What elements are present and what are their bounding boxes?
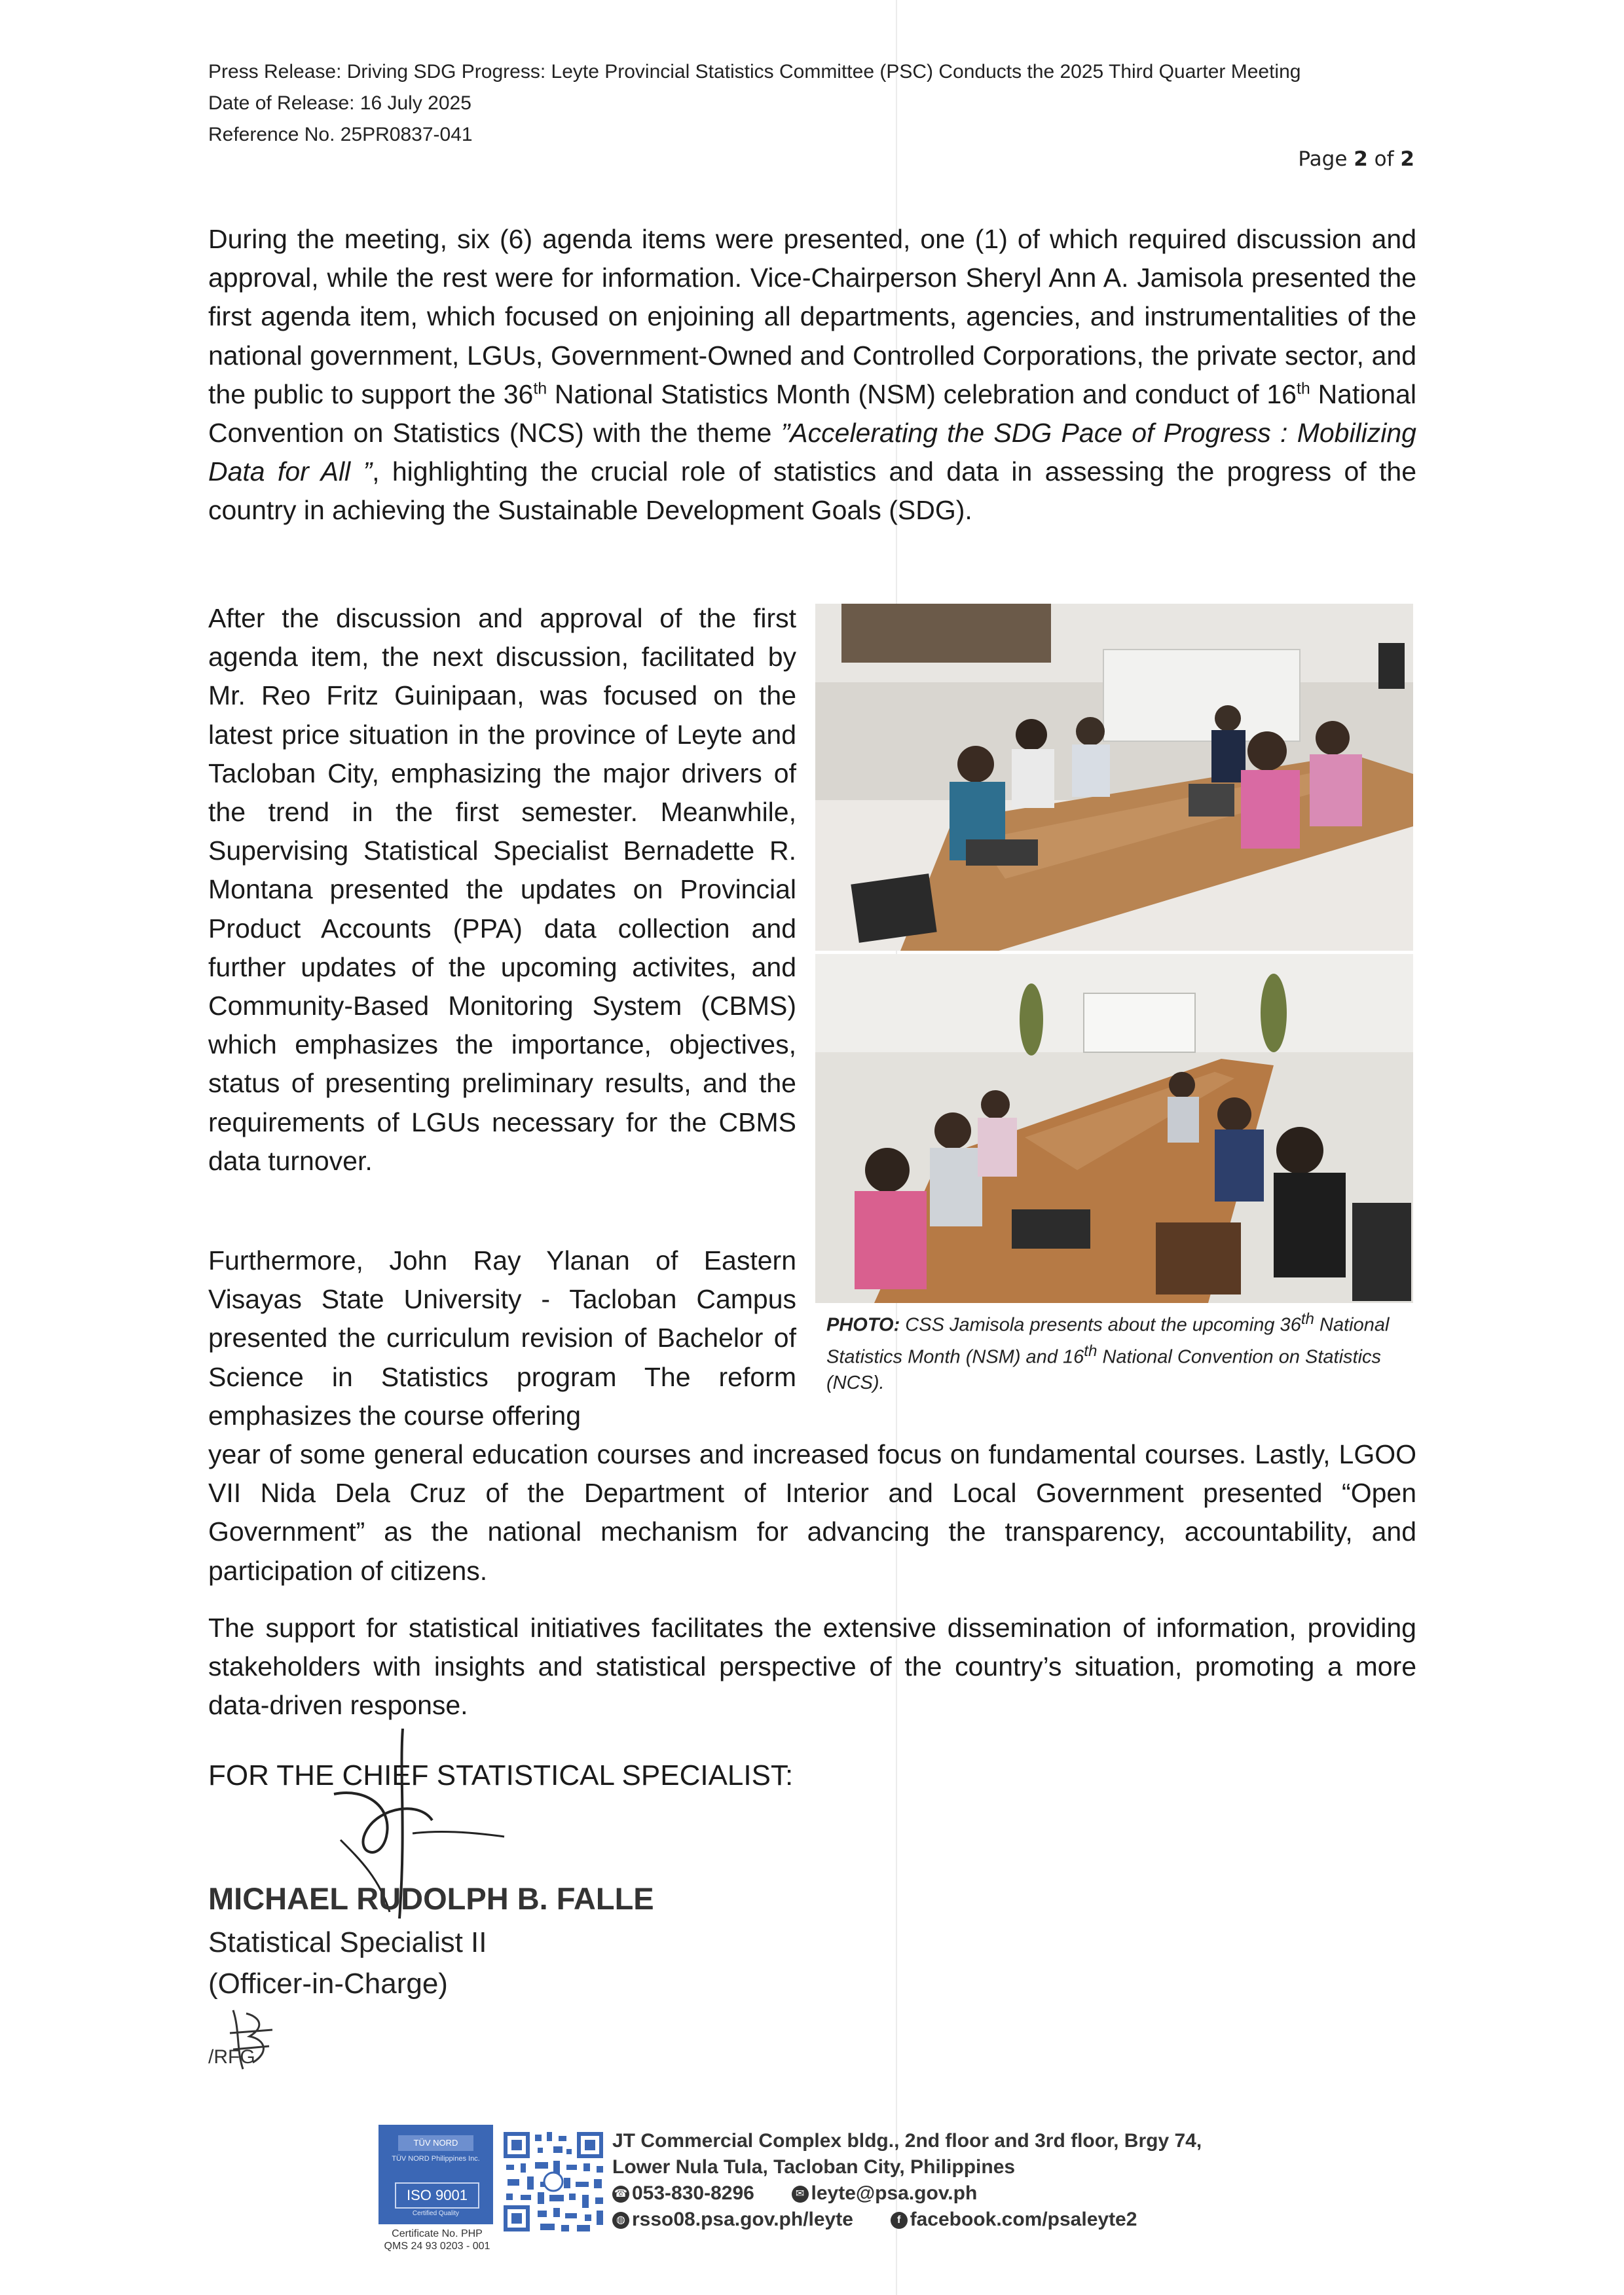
- globe-icon: ◍: [612, 2212, 629, 2229]
- text-run: National Convention on Statistics (NCS).: [826, 1346, 1382, 1394]
- superscript: th: [533, 379, 547, 398]
- text-run: National Convention on Statistics (NCS) with the theme: [208, 378, 1417, 449]
- phone-number: 053-830-8296: [632, 2182, 754, 2204]
- closing-line: FOR THE CHIEF STATISTICAL SPECIALIST:: [208, 1759, 794, 1791]
- press-release-header: [208, 56, 1301, 151]
- header-title: Press Release: Driving SDG Progress: Leyte Provincial Statistics Committee (PSC) Conducts the 2025 Third Quarter Meeting: [208, 61, 1301, 83]
- text-run: National Statistics Month (NSM) celebration and conduct of 16: [547, 378, 1297, 409]
- iso-certification-badge: [378, 2125, 493, 2224]
- meeting-photo-top: [815, 604, 1413, 951]
- paragraph-discussion: After the discussion and approval of the first agenda item, the next discussion, facilitated by Mr. Reo Fritz Guinipaan, was focused on the latest price situation in the province of Leyte and Tacloban City, emphasizing the major drivers of the trend in the first semester. Meanwhile, Supervising Statistical Specialist Bernadette R. Montana presented the updates on Provincial Product Accounts (PPA) data collection and further updates of the upcoming activites, and Community-Based Monitoring System (CBMS) which emphasizes the importance, objectives, status of presenting preliminary results, and the requirements of LGUs necessary for the CBMS data turnover.: [208, 603, 796, 1176]
- theme-text: ”Accelerating the SDG Pace of Progress : Mobilizing Data for All ”: [208, 418, 1416, 487]
- text-run: , highlighting the crucial role of statistics and data in assessing the progress of the country in achieving the Sustainable Development Goals (SDG).: [208, 456, 1417, 526]
- certificate-number: [377, 2228, 498, 2252]
- email-link[interactable]: leyte@psa.gov.ph: [811, 2182, 978, 2204]
- text-run: CSS Jamisola presents about the upcoming 36: [900, 1314, 1301, 1336]
- meeting-photo-bottom: [815, 954, 1413, 1303]
- facebook-link[interactable]: facebook.com/psaleyte2: [910, 2209, 1137, 2230]
- superscript: th: [1301, 1310, 1314, 1328]
- signatory-name: MICHAEL RUDOLPH B. FALLE: [208, 1881, 654, 1916]
- iso-brand: TÜV NORD: [398, 2135, 473, 2151]
- release-date: Date of Release: 16 July 2025: [208, 92, 471, 114]
- superscript: th: [1296, 379, 1310, 398]
- iso-subtext: TÜV NORD Philippines Inc.: [392, 2155, 480, 2163]
- page-prefix: Page: [1298, 147, 1354, 171]
- website-link[interactable]: rsso08.psa.gov.ph/leyte: [632, 2209, 853, 2230]
- paragraph-agenda: [208, 220, 1416, 530]
- text-run: National Statistics Month (NSM) and 16: [826, 1314, 1390, 1368]
- meeting-photos: [815, 604, 1413, 1303]
- cert-line-1: Certificate No. PHP: [392, 2228, 483, 2239]
- text-run: During the meeting, six (6) agenda items were presented, one (1) of which required discussion and approval, while the rest were for information. Vice-Chairperson Sheryl Ann A. Jamisola presented the first agenda item, which focused on enjoining all departments, agencies, and instrumentalities of the national government, LGUs, Government-Owned and Controlled Corporations, the private sector, and the public to support the 36: [208, 224, 1416, 409]
- phone-icon: ☎: [612, 2186, 629, 2203]
- superscript: th: [1084, 1342, 1098, 1360]
- signatory-role: (Officer-in-Charge): [208, 1968, 448, 2000]
- page-current: 2: [1354, 147, 1368, 171]
- facebook-icon: f: [891, 2212, 908, 2229]
- address-line-1: JT Commercial Complex bldg., 2nd floor and 3rd floor, Brgy 74,: [612, 2130, 1202, 2152]
- signatory-title: Statistical Specialist II: [208, 1926, 487, 1958]
- contact-info: [612, 2128, 1202, 2233]
- phone-email-line: [612, 2180, 1202, 2207]
- page-total: 2: [1400, 147, 1414, 171]
- qr-code-icon: [501, 2129, 606, 2234]
- page-number: [1283, 147, 1414, 171]
- paragraph-curriculum: Furthermore, John Ray Ylanan of Eastern Visayas State University - Tacloban Campus presented the curriculum revision of Bachelor of Science in Statistics program The reform emphasizes the course offering: [208, 1245, 796, 1431]
- iso-label: ISO 9001: [395, 2182, 479, 2209]
- paragraph-support: The support for statistical initiatives facilitates the extensive dissemination of information, providing stakeholders with insights and statistical perspective of the country’s situation, promoting a more data-driven response.: [208, 1613, 1416, 1721]
- typist-initials: /RFG: [208, 2046, 255, 2068]
- address-line-2: Lower Nula Tula, Tacloban City, Philippines: [612, 2156, 1016, 2178]
- web-line: [612, 2207, 1202, 2233]
- photo-caption: [826, 1306, 1416, 1396]
- reference-number: Reference No. 25PR0837-041: [208, 124, 473, 145]
- iso-bottom-text: Certified Quality: [412, 2210, 460, 2217]
- caption-label: PHOTO:: [826, 1314, 900, 1336]
- cert-line-2: QMS 24 93 0203 - 001: [384, 2241, 490, 2252]
- page-of: of: [1367, 147, 1401, 171]
- paragraph-open-government: year of some general education courses and increased focus on fundamental courses. Lastly, LGOO VII Nida Dela Cruz of the Department of Interior and Local Government presented “Open Government” as the national mechanism for advancing the transparency, accountability, and participation of citizens.: [208, 1439, 1416, 1586]
- email-icon: ✉: [792, 2186, 809, 2203]
